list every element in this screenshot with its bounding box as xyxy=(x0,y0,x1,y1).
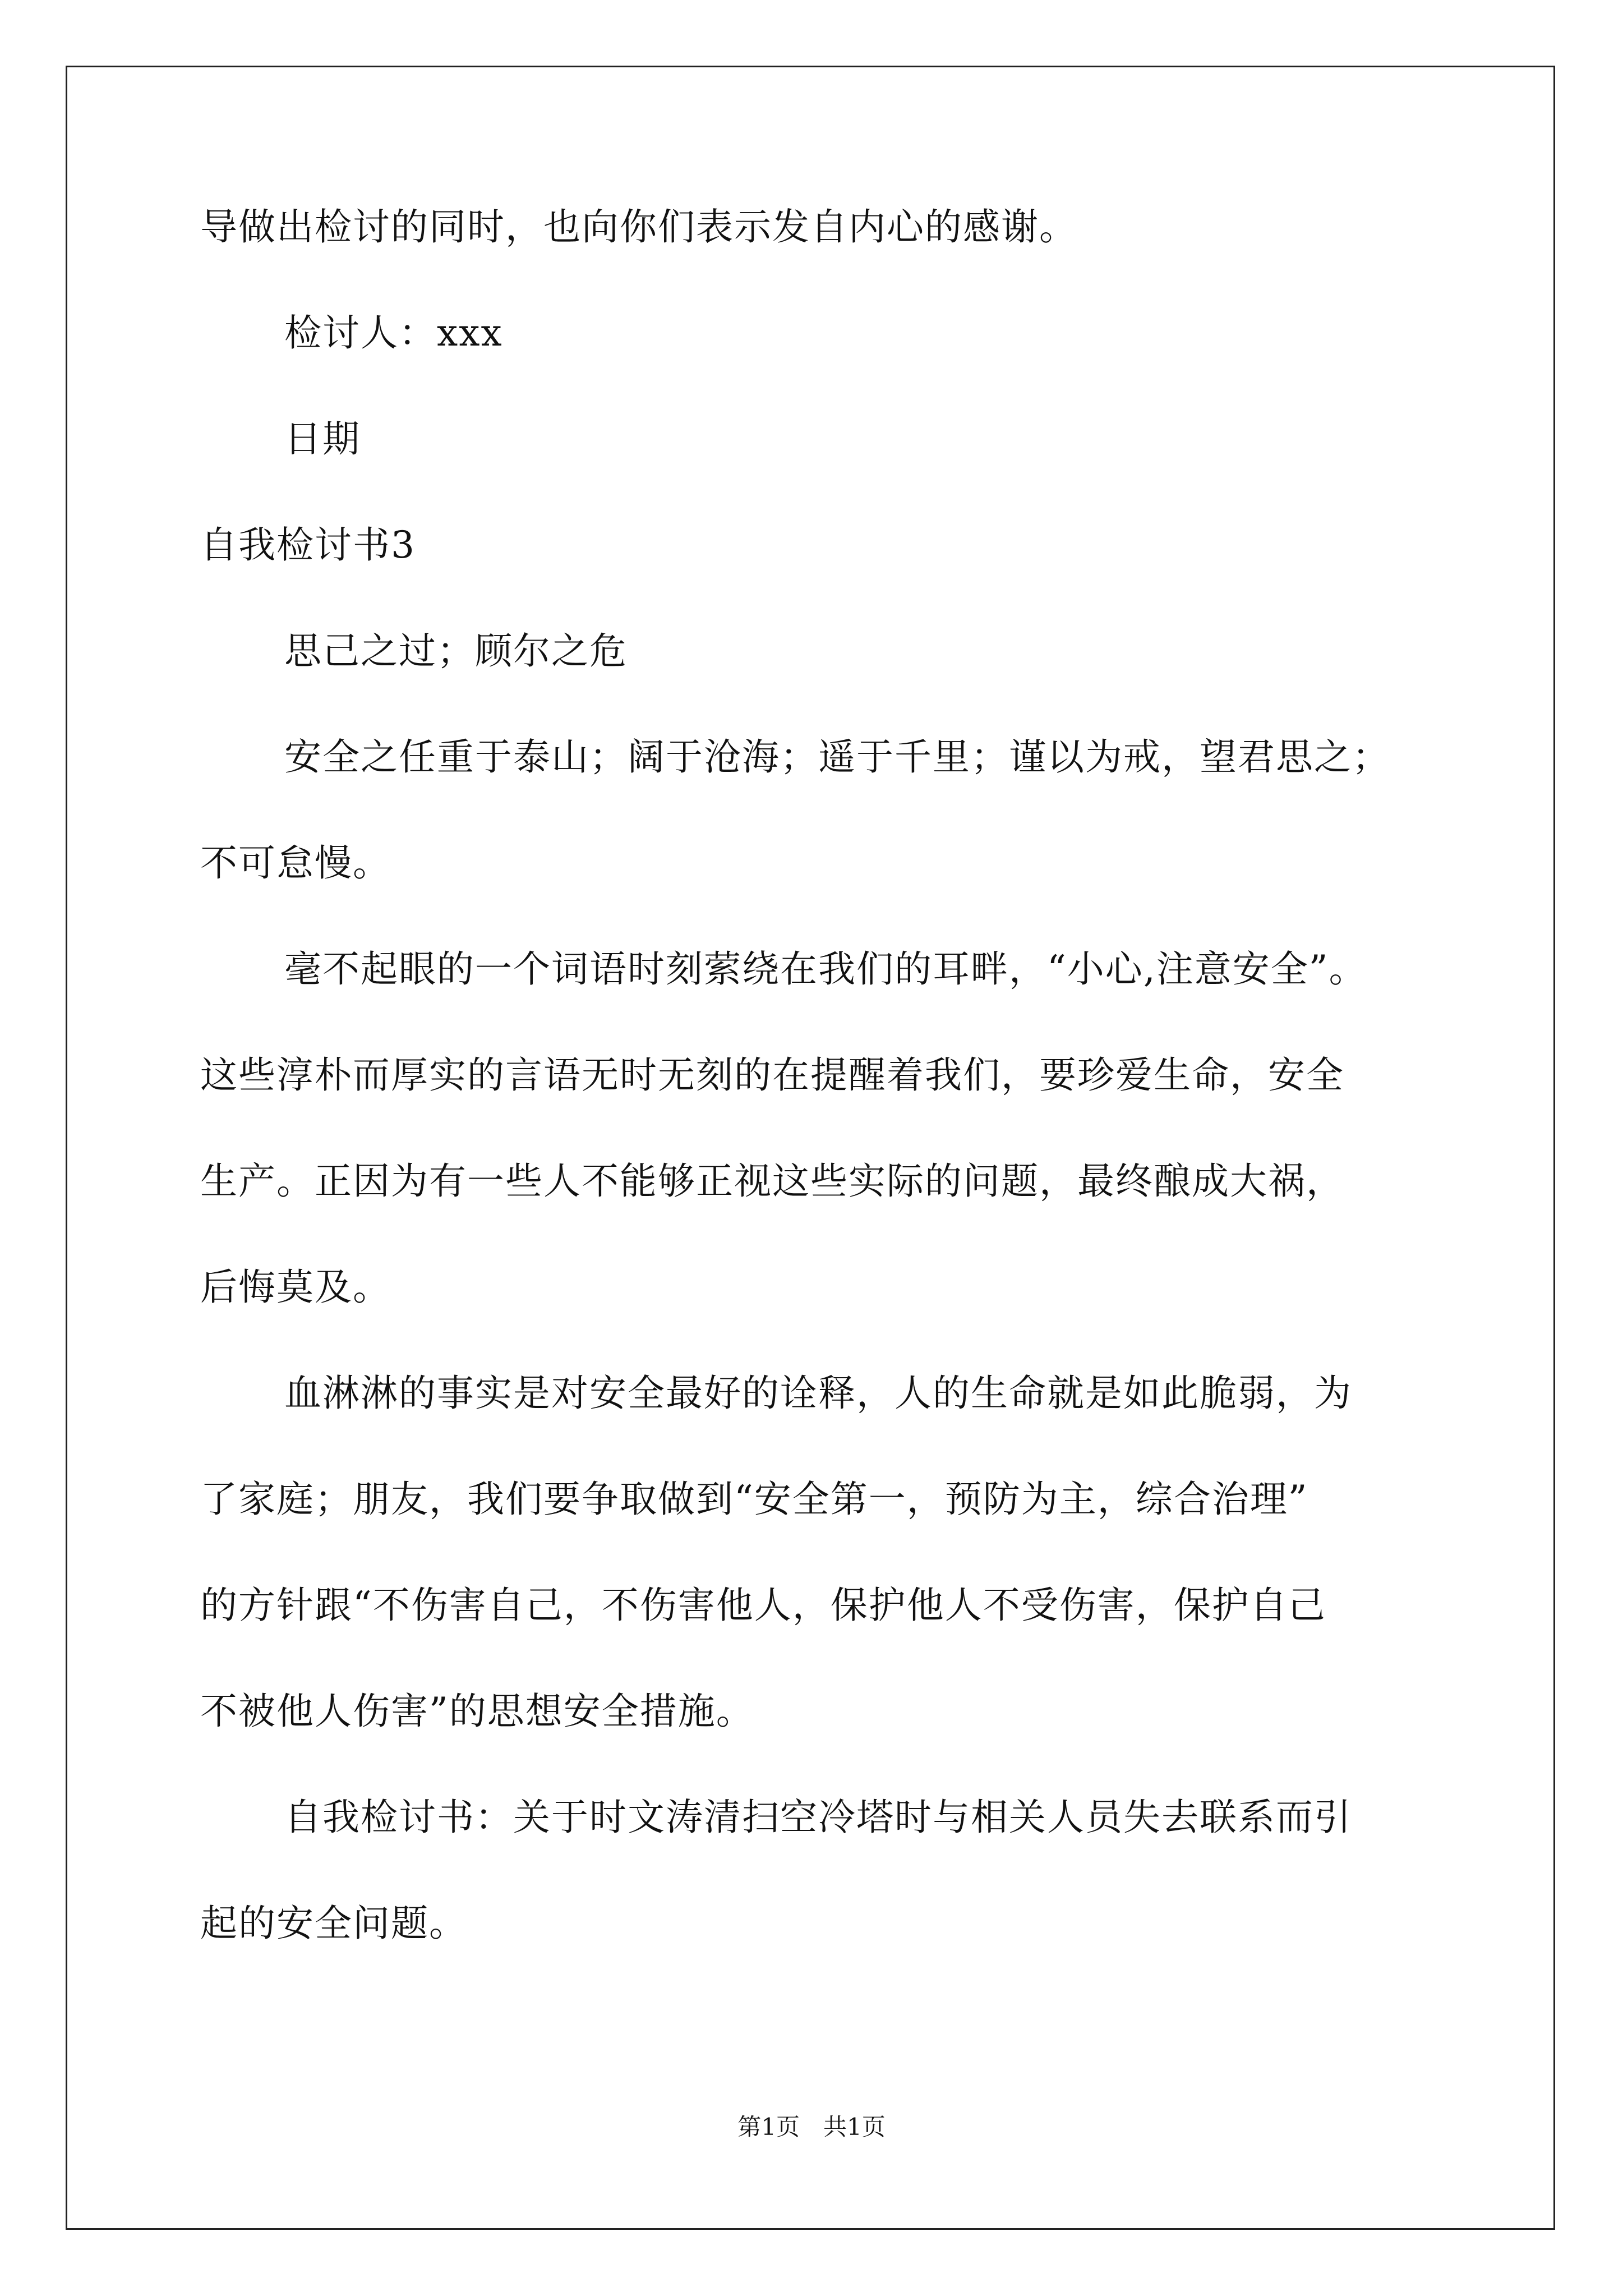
section-title: 自我检讨书3 xyxy=(200,523,416,567)
text-line: 生产。正因为有一些人不能够正视这些实际的问题，最终酿成大祸， xyxy=(200,1159,1344,1203)
text-line: 不可怠慢。 xyxy=(200,841,391,885)
text-line: 导做出检讨的同时，也向你们表示发自内心的感谢。 xyxy=(200,205,1077,249)
text-line: 思己之过；顾尔之危 xyxy=(284,629,628,673)
text-line: 的方针跟“不伤害自己，不伤害他人，保护他人不受伤害，保护自己 xyxy=(200,1584,1326,1627)
text-line: 这些淳朴而厚实的言语无时无刻的在提醒着我们，要珍爱生命，安全 xyxy=(200,1053,1344,1097)
text-line: 不被他人伤害”的思想安全措施。 xyxy=(200,1690,754,1733)
text-line: 起的安全问题。 xyxy=(200,1902,467,1945)
text-line: 后悔莫及。 xyxy=(200,1266,391,1309)
text-line: 安全之任重于泰山；阔于沧海；遥于千里；谨以为戒，望君思之； xyxy=(284,735,1390,779)
date-line: 日期 xyxy=(284,417,361,461)
text-line: 血淋淋的事实是对安全最好的诠释，人的生命就是如此脆弱，为 xyxy=(284,1372,1352,1415)
document-body xyxy=(200,205,1490,2011)
text-line: 毫不起眼的一个词语时刻萦绕在我们的耳畔，“小心,注意安全”。 xyxy=(284,947,1367,991)
text-line: 自我检讨书：关于时文涛清扫空冷塔时与相关人员失去联系而引 xyxy=(284,1796,1352,1839)
page-footer: 第1页 共1页 xyxy=(737,2113,886,2141)
signer-line: 检讨人：xxx xyxy=(284,311,503,355)
text-line: 了家庭；朋友，我们要争取做到“安全第一，预防为主，综合治理” xyxy=(200,1478,1308,1521)
